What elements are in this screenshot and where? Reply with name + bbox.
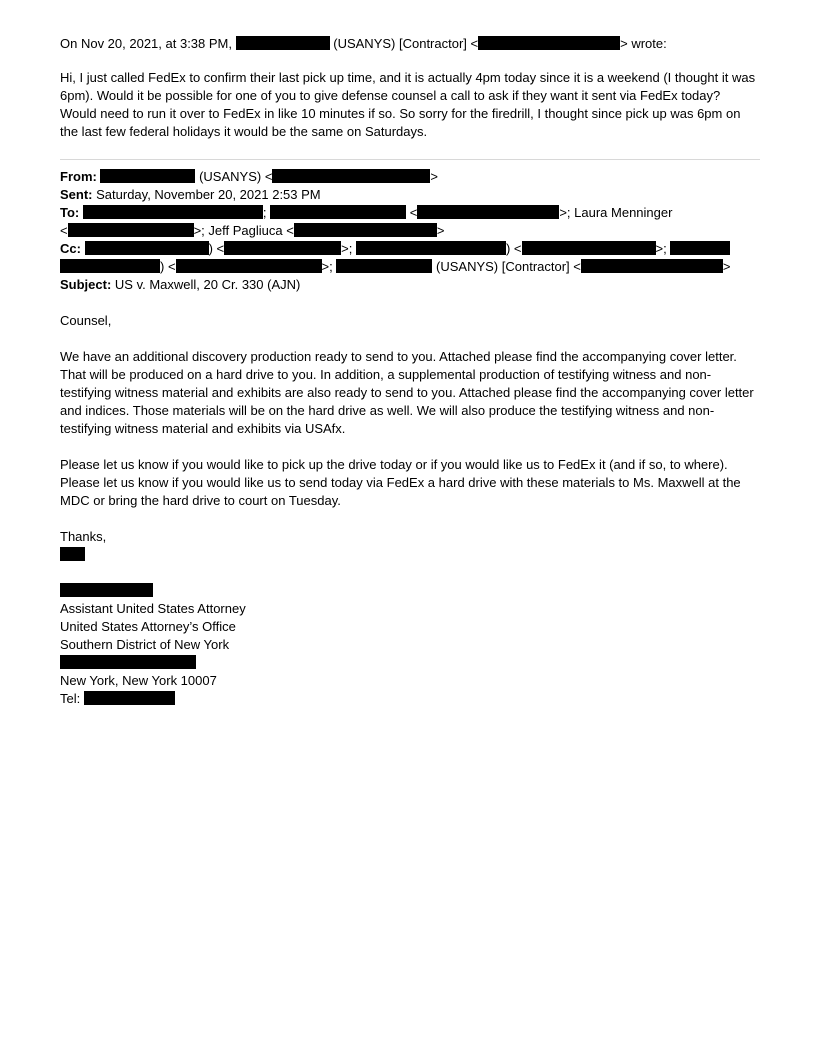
quoted-header-suffix: > wrote: (620, 36, 667, 51)
redaction-bar (336, 259, 432, 273)
cc-line (60, 240, 760, 258)
greeting: Counsel, (60, 313, 112, 328)
cc-part: >; (321, 259, 333, 274)
redaction-bar (60, 259, 160, 273)
to-lt: < (60, 223, 68, 238)
body-paragraph: Please let us know if you would like to pick up the drive today or if you would like us to FedEx it (and if so, to where). Please let us know if you would like us to send today via FedEx a hard drive with these materials to Ms. Maxwell at the MDC or bring the hard drive to court on Tuesday. (60, 457, 741, 508)
to-name-jeff: >; Jeff Pagliuca < (193, 223, 294, 238)
email-document (60, 35, 760, 708)
cc-part: >; (341, 241, 353, 256)
signature-office: United States Attorney’s Office (60, 619, 236, 634)
redaction-bar (670, 241, 730, 255)
redaction-bar (60, 547, 85, 561)
signature-tel (60, 690, 760, 708)
from-label: From: (60, 169, 97, 184)
to-label: To: (60, 205, 80, 220)
to-end: > (436, 223, 445, 238)
signature-district: Southern District of New York (60, 637, 230, 652)
redaction-bar (100, 169, 195, 183)
redaction-bar (68, 223, 194, 237)
signature-title: Assistant United States Attorney (60, 601, 246, 616)
divider (60, 159, 760, 160)
subject-value: US v. Maxwell, 20 Cr. 330 (AJN) (114, 277, 301, 292)
redaction-bar (83, 205, 263, 219)
to-lt: < (409, 205, 418, 220)
signature-city: New York, New York 10007 (60, 673, 217, 688)
subject-label: Subject: (60, 277, 112, 292)
quoted-body: Hi, I just called FedEx to confirm their last pick up time, and it is actually 4pm today since it is a weekend (I thought it was 6pm). Would it be possible for one of you to give defense counsel a call to ask if they want it sent via FedEx today? Would need to run it over to FedEx in like 10 minutes if so. So sorry for the firedrill, I thought since pick up was 6pm on the last few federal holidays it would be the same on Saturdays. (60, 70, 756, 139)
subject-line (60, 276, 760, 294)
redaction-bar (270, 205, 406, 219)
to-line-continued (60, 222, 760, 240)
sent-label: Sent: (60, 187, 93, 202)
to-line (60, 204, 760, 222)
redaction-bar (294, 223, 437, 237)
sender-initials (60, 546, 760, 564)
from-end: > (430, 169, 439, 184)
redaction-bar (84, 691, 175, 705)
redaction-bar (176, 259, 322, 273)
redaction-bar (478, 36, 620, 50)
sent-line (60, 186, 760, 204)
cc-part: >; (655, 241, 667, 256)
cc-part: ) < (160, 259, 176, 274)
redaction-bar (417, 205, 559, 219)
signature-block (60, 582, 760, 708)
quoted-header-prefix: On Nov 20, 2021, at 3:38 PM, (60, 36, 232, 51)
sent-value: Saturday, November 20, 2021 2:53 PM (96, 187, 321, 202)
cc-org: (USANYS) [Contractor] < (436, 259, 581, 274)
signature-address (60, 654, 760, 672)
cc-part: ) < (208, 241, 225, 256)
to-name-laura: >; Laura Menninger (559, 205, 673, 220)
cc-end: > (722, 259, 731, 274)
redaction-bar (85, 241, 209, 255)
closing: Thanks, (60, 529, 107, 544)
redaction-bar (224, 241, 341, 255)
body-paragraph: We have an additional discovery production ready to send to you. Attached please find the accompanying cover letter. That will be produced on a hard drive to you. In addition, a supplemental production of testifying witness and non-testifying witness material and exhibits are also ready to send to you. Attached please find the accompanying cover letter and indices. Those materials will be on the hard drive as well. We will also produce the testifying witness and non-testifying witness material and exhibits via USAfx. (60, 349, 754, 436)
cc-part: ) < (505, 241, 522, 256)
redaction-bar (522, 241, 656, 255)
redaction-bar (60, 655, 196, 669)
quoted-header (60, 35, 760, 53)
to-sep: ; (262, 205, 267, 220)
redaction-bar (272, 169, 430, 183)
redaction-bar (356, 241, 506, 255)
quoted-header-org: (USANYS) [Contractor] < (333, 36, 479, 51)
tel-label: Tel: (60, 691, 81, 706)
redaction-bar (236, 36, 330, 50)
redaction-bar (581, 259, 723, 273)
cc-label: Cc: (60, 241, 81, 256)
redaction-bar (60, 583, 153, 597)
signature-name (60, 582, 760, 600)
from-line (60, 168, 760, 186)
from-org: (USANYS) < (199, 169, 273, 184)
cc-line-continued (60, 258, 760, 276)
